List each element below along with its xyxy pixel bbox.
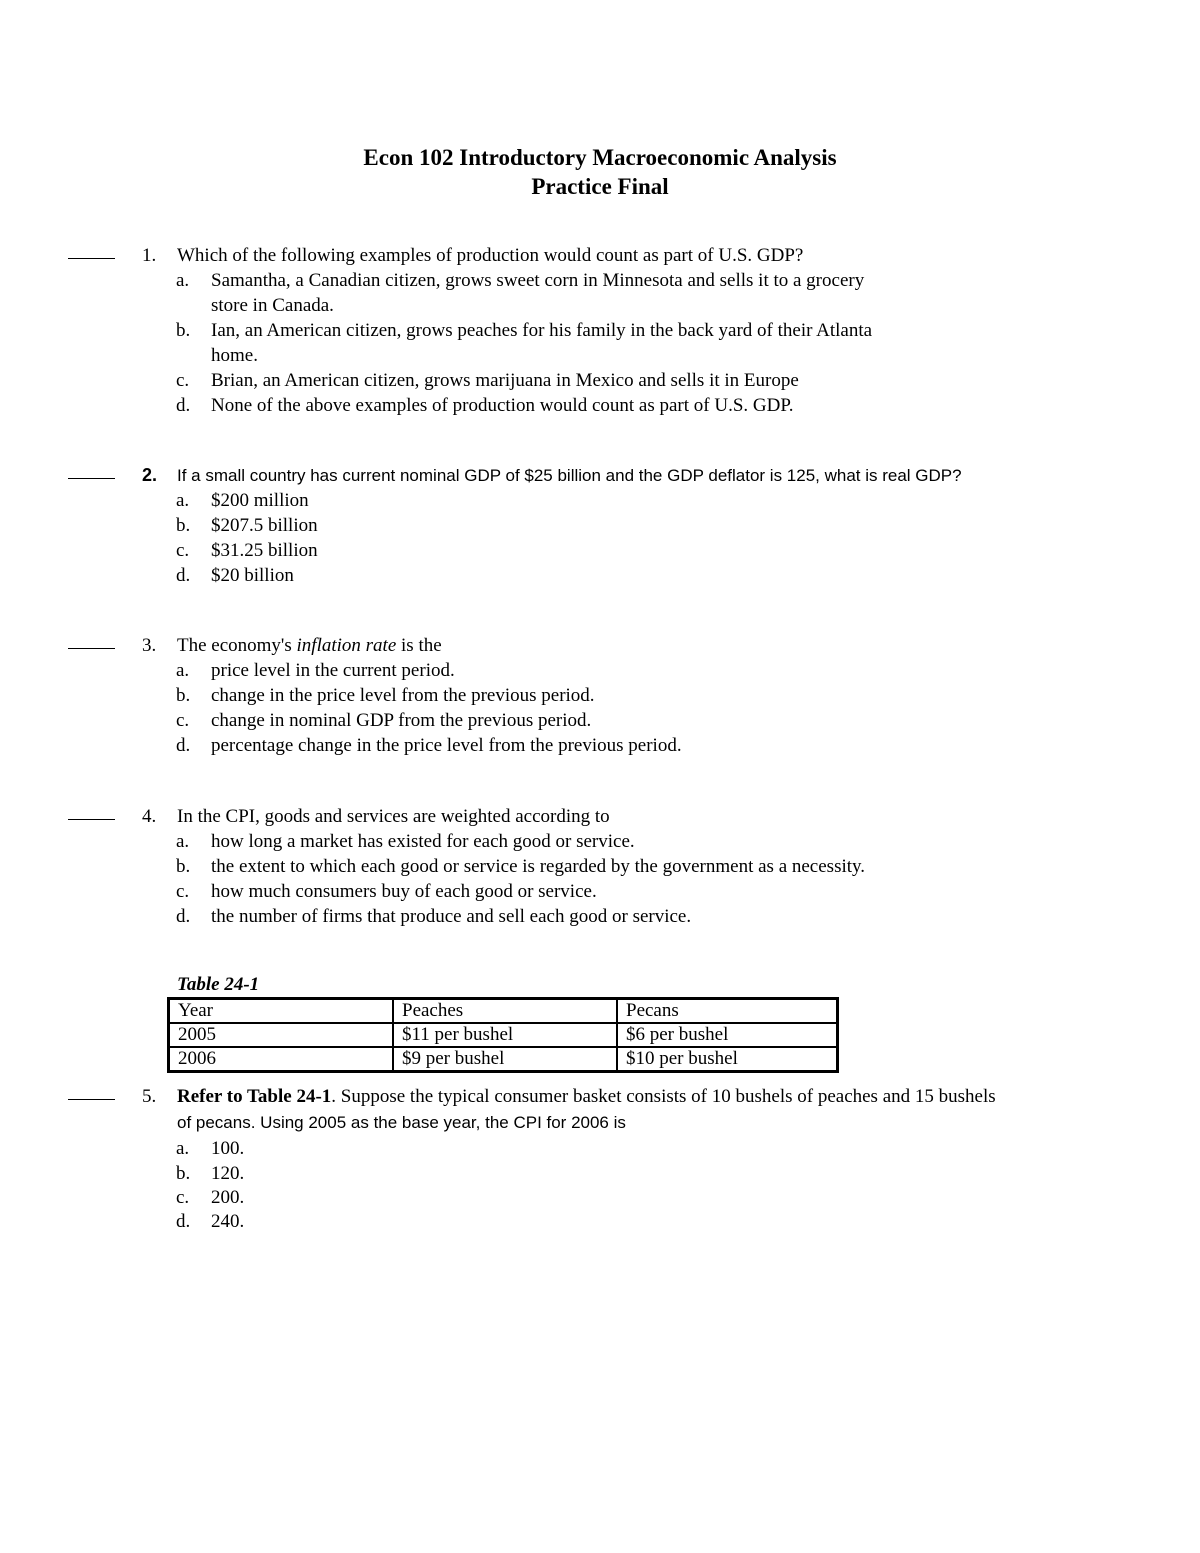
page-title: Econ 102 Introductory Macroeconomic Analysis	[363, 145, 837, 170]
option-text: None of the above examples of production would count as part of U.S. GDP.	[211, 395, 794, 416]
price-table	[167, 997, 839, 1073]
table-caption: Table 24-1	[177, 974, 260, 995]
page-subtitle: Practice Final	[531, 174, 669, 199]
table-cell: 2006	[169, 1047, 394, 1072]
option-letter: d.	[176, 395, 191, 416]
question-text-end: is the	[396, 635, 442, 656]
table-header-row	[169, 999, 838, 1024]
table-row	[169, 1023, 838, 1047]
question-text-rest: . Suppose the typical consumer basket consists of 10 bushels of peaches and 15 bushels	[331, 1086, 996, 1107]
option-text: price level in the current period.	[211, 660, 455, 681]
option-letter: b.	[176, 1163, 191, 1184]
option-text: Samantha, a Canadian citizen, grows sweet corn in Minnesota and sells it to a grocery	[211, 270, 865, 291]
table-cell: $11 per bushel	[393, 1023, 617, 1047]
option-letter: c.	[176, 881, 190, 902]
question-text-start: The economy's	[177, 635, 297, 656]
option-letter: a.	[176, 1138, 190, 1159]
question-number: 2.	[142, 465, 158, 485]
option-text: $200 million	[211, 490, 309, 511]
option-letter: b.	[176, 515, 191, 536]
question-number: 1.	[142, 245, 157, 266]
option-text: Brian, an American citizen, grows marijuana in Mexico and sells it in Europe	[211, 370, 799, 391]
option-letter: c.	[176, 710, 190, 731]
answer-blank[interactable]	[68, 804, 115, 820]
option-letter: d.	[176, 735, 191, 756]
question-number: 5.	[142, 1086, 157, 1107]
option-text: 120.	[211, 1163, 245, 1184]
option-text: the extent to which each good or service is regarded by the government as a necessity.	[211, 856, 866, 877]
option-text: Ian, an American citizen, grows peaches for his family in the back yard of their Atlanta	[211, 320, 873, 341]
option-text: the number of firms that produce and sell each good or service.	[211, 906, 692, 927]
option-text: $207.5 billion	[211, 515, 318, 536]
option-letter: c.	[176, 1187, 190, 1208]
option-letter: b.	[176, 685, 191, 706]
option-letter: b.	[176, 320, 191, 341]
question-text-continued: of pecans. Using 2005 as the base year, the CPI for 2006 is	[177, 1113, 626, 1132]
question-number: 4.	[142, 806, 157, 827]
table-cell: Peaches	[393, 999, 617, 1024]
answer-blank[interactable]	[68, 243, 115, 259]
option-letter: d.	[176, 1211, 191, 1232]
question-text	[177, 1084, 1137, 1109]
option-letter: b.	[176, 856, 191, 877]
answer-blank[interactable]	[68, 1084, 115, 1100]
option-text: 100.	[211, 1138, 245, 1159]
option-text: change in the price level from the previous period.	[211, 685, 595, 706]
option-letter: a.	[176, 490, 190, 511]
table-cell: Year	[169, 999, 394, 1024]
answer-blank[interactable]	[68, 633, 115, 649]
option-text: how long a market has existed for each good or service.	[211, 831, 635, 852]
option-letter: c.	[176, 540, 190, 561]
question-text: Which of the following examples of production would count as part of U.S. GDP?	[177, 245, 804, 266]
option-text-continued: store in Canada.	[211, 295, 334, 316]
option-letter: a.	[176, 270, 190, 291]
table-cell: Pecans	[617, 999, 838, 1024]
option-text: change in nominal GDP from the previous period.	[211, 710, 592, 731]
question-text	[177, 633, 1127, 658]
option-letter: c.	[176, 370, 190, 391]
option-text: percentage change in the price level from the previous period.	[211, 735, 682, 756]
question-number: 3.	[142, 635, 157, 656]
answer-blank[interactable]	[68, 463, 115, 479]
option-letter: a.	[176, 831, 190, 852]
table-cell: 2005	[169, 1023, 394, 1047]
option-letter: d.	[176, 906, 191, 927]
option-letter: a.	[176, 660, 190, 681]
question-term: inflation rate	[296, 635, 397, 656]
option-text: how much consumers buy of each good or service.	[211, 881, 597, 902]
option-text: $20 billion	[211, 565, 294, 586]
option-text: $31.25 billion	[211, 540, 318, 561]
table-cell: $6 per bushel	[617, 1023, 838, 1047]
question-text: If a small country has current nominal GDP of $25 billion and the GDP deflator is 125, what is real GDP?	[177, 466, 962, 485]
option-letter: d.	[176, 565, 191, 586]
table-cell: $9 per bushel	[393, 1047, 617, 1072]
table-row	[169, 1047, 838, 1072]
option-text: 240.	[211, 1211, 245, 1232]
table-cell: $10 per bushel	[617, 1047, 838, 1072]
option-text-continued: home.	[211, 345, 258, 366]
table-reference: Refer to Table 24-1	[177, 1086, 332, 1107]
question-text: In the CPI, goods and services are weighted according to	[177, 806, 610, 827]
option-text: 200.	[211, 1187, 245, 1208]
